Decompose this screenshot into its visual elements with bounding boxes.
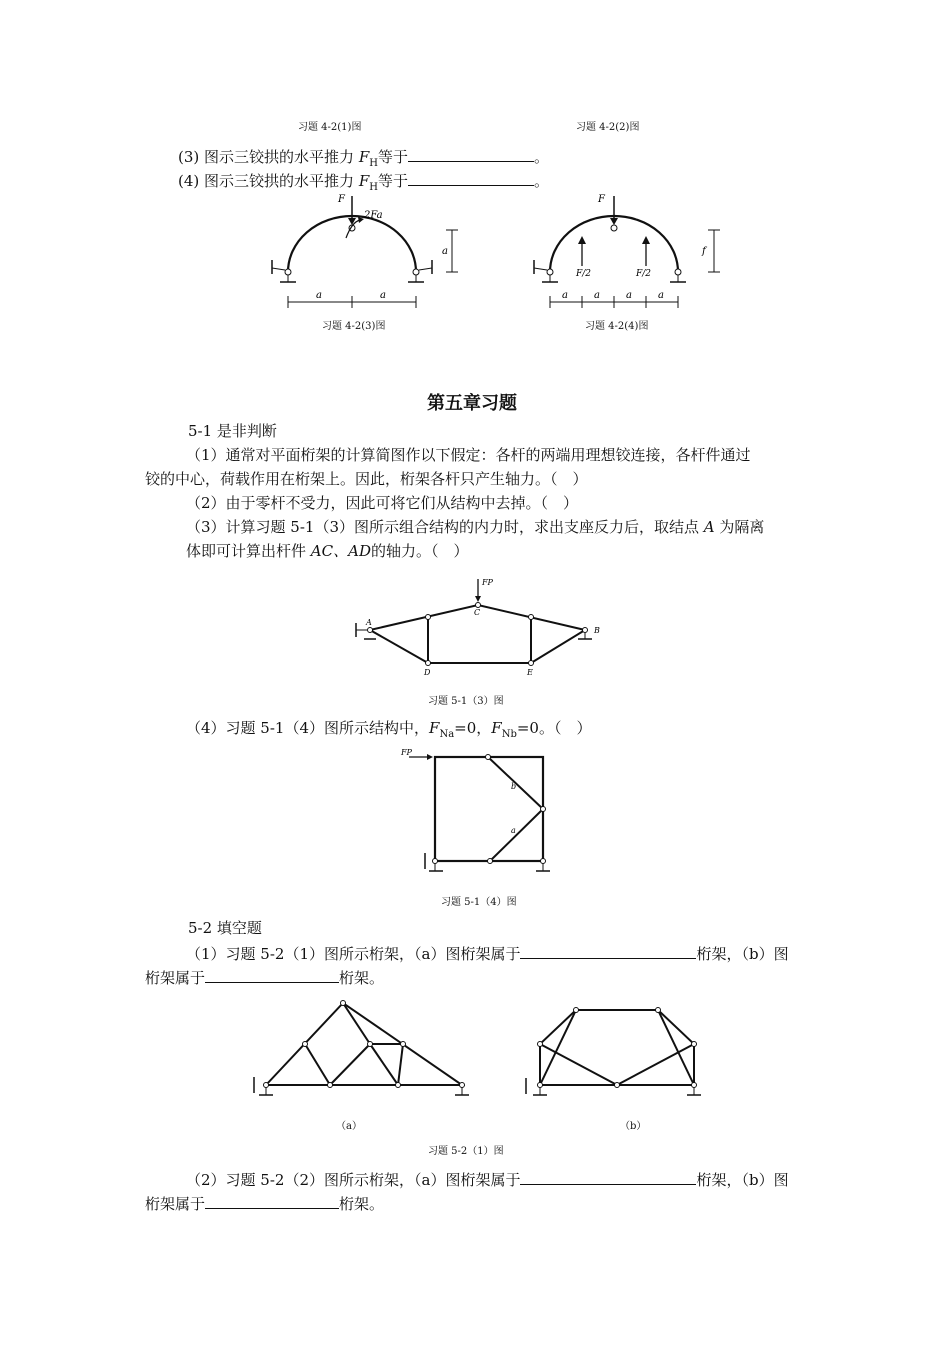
- q5-1-1-line2: 铰的中心，荷载作用在桁架上。因此，桁架各杆只产生轴力。（ ）: [145, 470, 588, 488]
- caption-fig-4-2-2: 习题 4-2(2)图: [576, 122, 640, 133]
- q5-2-1-line2: 桁架属于 桁架。: [145, 969, 385, 987]
- label-height-f: f: [702, 246, 706, 257]
- q5-1-3-line2: 体即可计算出杆件 AC、AD的轴力。（ ）: [186, 542, 469, 560]
- label-span-2: a: [594, 290, 600, 301]
- label-load-FP: FP: [401, 748, 412, 757]
- label-node-B: B: [594, 626, 600, 635]
- figure-truss-5-1-4: [395, 745, 565, 885]
- label-span-left: a: [316, 290, 322, 301]
- caption-fig-5-1-4: 习题 5-1（4）图: [441, 897, 517, 908]
- label-span-3: a: [626, 290, 632, 301]
- q5-1-4: （4）习题 5-1（4）图所示结构中，$F_{Na}=0$，$F_{Nb}=0$。（ ）: [186, 719, 592, 740]
- label-node-D: D: [424, 668, 431, 677]
- question-4-2-3: (3) 图示三铰拱的水平推力 $F_H$等于 。: [178, 148, 549, 169]
- caption-fig-5-1-3: 习题 5-1（3）图: [428, 696, 504, 707]
- section-5-1-heading: 5-1 是非判断: [188, 422, 277, 440]
- chapter-title: 第五章习题: [427, 393, 517, 414]
- caption-fig-4-2-4: 习题 4-2(4)图: [585, 321, 649, 332]
- q5-1-3-line1: （3）计算习题 5-1（3）图所示组合结构的内力时，求出支座反力后，取结点 A 为隔离: [186, 518, 765, 536]
- caption-fig-5-2-1: 习题 5-2（1）图: [428, 1146, 504, 1157]
- answer-blank[interactable]: [205, 1193, 339, 1209]
- label-load-F: F: [338, 194, 345, 205]
- label-bar-b: b: [511, 782, 517, 791]
- label-load-FP: FP: [482, 578, 493, 587]
- label-node-C: C: [474, 608, 481, 617]
- label-node-A: A: [366, 618, 372, 627]
- q5-2-1-line1: （1）习题 5-2（1）图所示桁架，（a）图桁架属于 桁架，（b）图: [186, 945, 789, 963]
- label-fig-b: （b）: [620, 1121, 647, 1132]
- answer-blank[interactable]: [408, 170, 534, 186]
- label-load-half-right: F/2: [636, 269, 652, 279]
- label-load-F: F: [598, 194, 605, 205]
- answer-blank[interactable]: [408, 146, 534, 162]
- section-5-2-heading: 5-2 填空题: [188, 919, 262, 937]
- figure-arch-4-2-3: [260, 190, 470, 320]
- answer-blank[interactable]: [520, 1169, 696, 1185]
- label-bar-a: a: [511, 826, 516, 835]
- figure-arch-4-2-4: [530, 190, 740, 320]
- question-4-2-4: (4) 图示三铰拱的水平推力 $F_H$等于 。: [178, 172, 549, 193]
- label-span-4: a: [658, 290, 664, 301]
- label-fig-a: （a）: [336, 1121, 362, 1132]
- caption-fig-4-2-1: 习题 4-2(1)图: [298, 122, 362, 133]
- q5-1-1-line1: （1）通常对平面桁架的计算简图作以下假定：各杆的两端用理想铰连接，各杆件通过: [186, 446, 751, 464]
- figure-composite-structure-5-1-3: [350, 575, 610, 685]
- label-height-a: a: [442, 246, 448, 257]
- label-node-E: E: [527, 668, 533, 677]
- label-span-right: a: [380, 290, 386, 301]
- q5-2-2-line1: （2）习题 5-2（2）图所示桁架，（a）图桁架属于 桁架，（b）图: [186, 1171, 789, 1189]
- q5-1-2: （2）由于零杆不受力，因此可将它们从结构中去掉。（ ）: [186, 494, 579, 512]
- q5-2-2-line2: 桁架属于 桁架。: [145, 1195, 385, 1213]
- label-span-1: a: [562, 290, 568, 301]
- answer-blank[interactable]: [205, 967, 339, 983]
- label-moment-2Fa: 2Fa: [364, 210, 383, 221]
- caption-fig-4-2-3: 习题 4-2(3)图: [322, 321, 386, 332]
- answer-blank[interactable]: [520, 943, 696, 959]
- label-load-half-left: F/2: [576, 269, 592, 279]
- figure-truss-5-2-1a: [250, 995, 480, 1105]
- figure-truss-5-2-1b: [520, 1000, 710, 1105]
